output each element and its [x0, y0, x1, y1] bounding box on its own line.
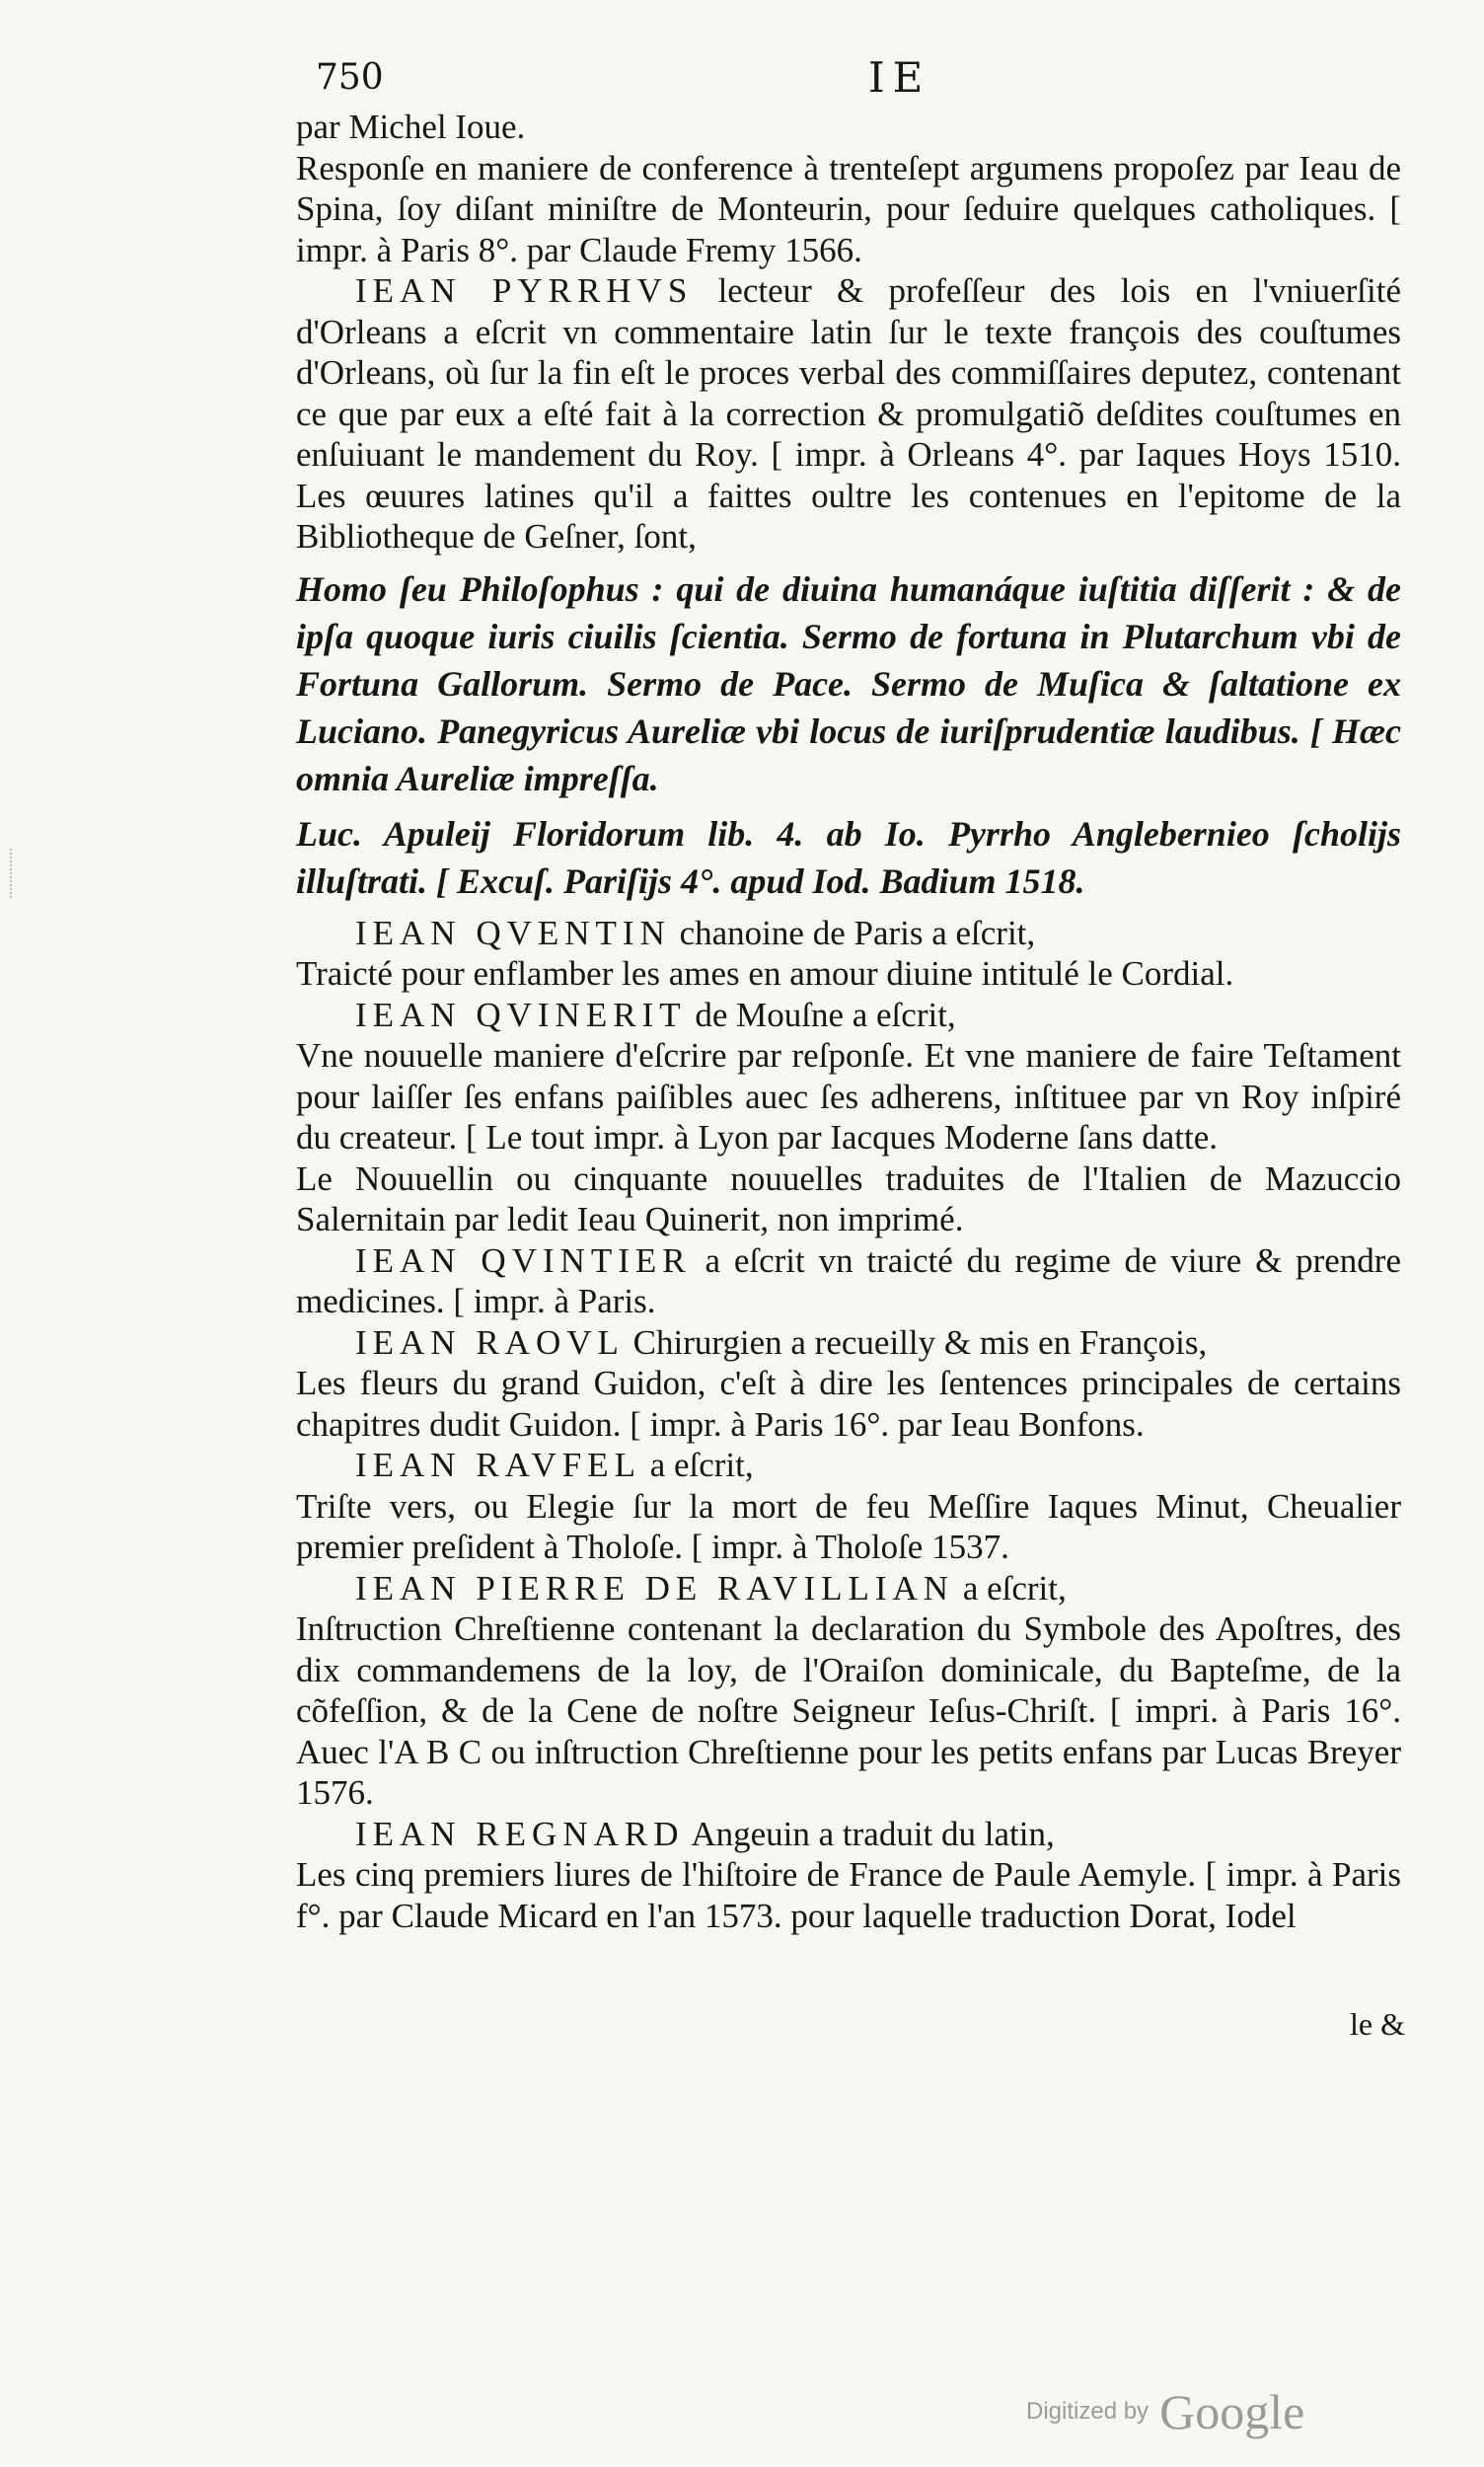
- catchword: le &: [1350, 2006, 1405, 2042]
- entry-quinerit: [296, 995, 1401, 1036]
- watermark-prefix: Digitized by: [1026, 2398, 1150, 2425]
- latin-works: Homo ſeu Philoſophus : qui de diuina humanáque iuſtitia diſſerit : & de ipſa quoque iuris ciuilis ſcientia. Sermo de fortuna in Plutarchum vbi de Fortuna Gallorum. Sermo de Pace. Sermo de Muſica & ſaltatione ex Luciano. Panegyricus Aureliæ vbi locus de iuriſprudentiæ laudibus. [ Hæc omnia Aureliæ impreſſa.: [296, 568, 1401, 798]
- entry-heading: chanoine de Paris a eſcrit,: [670, 913, 1036, 952]
- author-name: IEAN RAOVL: [355, 1322, 625, 1362]
- author-name: IEAN PYRRHVS: [355, 271, 694, 310]
- running-head: IE: [868, 53, 931, 102]
- author-name: IEAN RAVFEL: [355, 1446, 641, 1484]
- paragraph: Le Nouuellin ou cinquante nouuelles traduites de l'Italien de Mazuccio Salernitain par ledit Ieau Quinerit, non imprimé.: [296, 1159, 1401, 1238]
- author-name: IEAN QVINTIER: [355, 1240, 692, 1280]
- author-name: IEAN PIERRE DE RAVILLIAN: [355, 1568, 955, 1607]
- google-logo: Google: [1159, 2384, 1305, 2439]
- paragraph: Responſe en maniere de conference à trenteſept argumens propoſez par Ieau de Spina, ſoy diſant miniſtre de Monteurin, pour ſeduire quelques catholiques. [ impr. à Paris 8°. par Claude Fremy 1566.: [296, 148, 1401, 269]
- author-name: IEAN QVINERIT: [355, 995, 687, 1034]
- entry-heading: Angeuin a traduit du latin,: [684, 1814, 1055, 1853]
- entry-raoul: [296, 1322, 1401, 1364]
- entry-ravillian: [296, 1568, 1401, 1609]
- entry-text: a eſcrit vn traicté du regime de viure & prendre medicines. [ impr. à Paris.: [296, 1240, 1401, 1320]
- paragraph: Inſtruction Chreſtienne contenant la declaration du Symbole des Apoſtres, des dix commandemens de la loy, de l'Oraiſon dominicale, du Bapteſme, de la cõfeſſion, & de la Cene de noſtre Seigneur Ieſus-Chriſt. [ impri. à Paris 16°. Auec l'A B C ou inſtruction Chreſtienne pour les petits enfans par Lucas Breyer 1576.: [296, 1609, 1401, 1812]
- text-block: [296, 107, 1401, 1936]
- margin-mark: [10, 849, 18, 898]
- digitized-watermark: [1026, 2383, 1401, 2442]
- entry-quintier: [296, 1240, 1401, 1322]
- entry-text: lecteur & profeſſeur des lois en l'vniuerſité d'Orleans a eſcrit vn commentaire latin ſur le texte françois des couſtumes d'Orleans, où ſur la fin eſt le proces verbal des commiſſaires deputez, contenant ce que par eux a eſté fait à la correction & promulgatiõ deſdites couſtumes en enſuiuant le mandement du Roy. [ impr. à Orleans 4°. par Iaques Hoys 1510. Les œuures latines qu'il a faittes oultre les contenues en l'epitome de la Bibliotheque de Geſner, ſont,: [296, 271, 1401, 556]
- paragraph: Vne nouuelle maniere d'eſcrire par reſponſe. Et vne maniere de faire Teſtament pour laiſſer ſes enfans paiſibles auec ſes adherens, inſtituee par vn Roy inſpiré du createur. [ Le tout impr. à Lyon par Iacques Moderne ſans datte.: [296, 1036, 1401, 1157]
- paragraph: Traicté pour enflamber les ames en amour diuine intitulé le Cordial.: [296, 954, 1234, 993]
- entry-heading: Chirurgien a recueilly & mis en François,: [624, 1322, 1208, 1362]
- page-number: 750: [316, 57, 384, 98]
- entry-heading: de Mouſne a eſcrit,: [686, 995, 956, 1034]
- entry-quentin: [296, 913, 1401, 954]
- entry-raufel: [296, 1445, 1401, 1486]
- paragraph: Triſte vers, ou Elegie ſur la mort de feu Meſſire Iaques Minut, Cheualier premier preſident à Tholoſe. [ impr. à Tholoſe 1537.: [296, 1486, 1401, 1566]
- latin-works: Luc. Apuleij Floridorum lib. 4. ab Io. Pyrrho Anglebernieo ſcholijs illuſtrati. [ Excuſ. Pariſijs 4°. apud Iod. Badium 1518.: [296, 813, 1401, 901]
- entry-heading: a eſcrit,: [954, 1568, 1067, 1607]
- paragraph: Les cinq premiers liures de l'hiſtoire de France de Paule Aemyle. [ impr. à Paris f°. par Claude Micard en l'an 1573. pour laquelle traduction Dorat, Iodel: [296, 1855, 1401, 1935]
- author-name: IEAN REGNARD: [355, 1814, 685, 1853]
- paragraph: par Michel Ioue.: [296, 108, 526, 146]
- paragraph: Les fleurs du grand Guidon, c'eſt à dire les ſentences principales de certains chapitres dudit Guidon. [ impr. à Paris 16°. par Ieau Bonfons.: [296, 1364, 1401, 1444]
- entry-heading: a eſcrit,: [640, 1446, 754, 1484]
- page-header: [316, 53, 1085, 107]
- entry-pyrrhus: [296, 270, 1401, 558]
- author-name: IEAN QVENTIN: [355, 913, 671, 952]
- entry-regnard: [296, 1814, 1401, 1855]
